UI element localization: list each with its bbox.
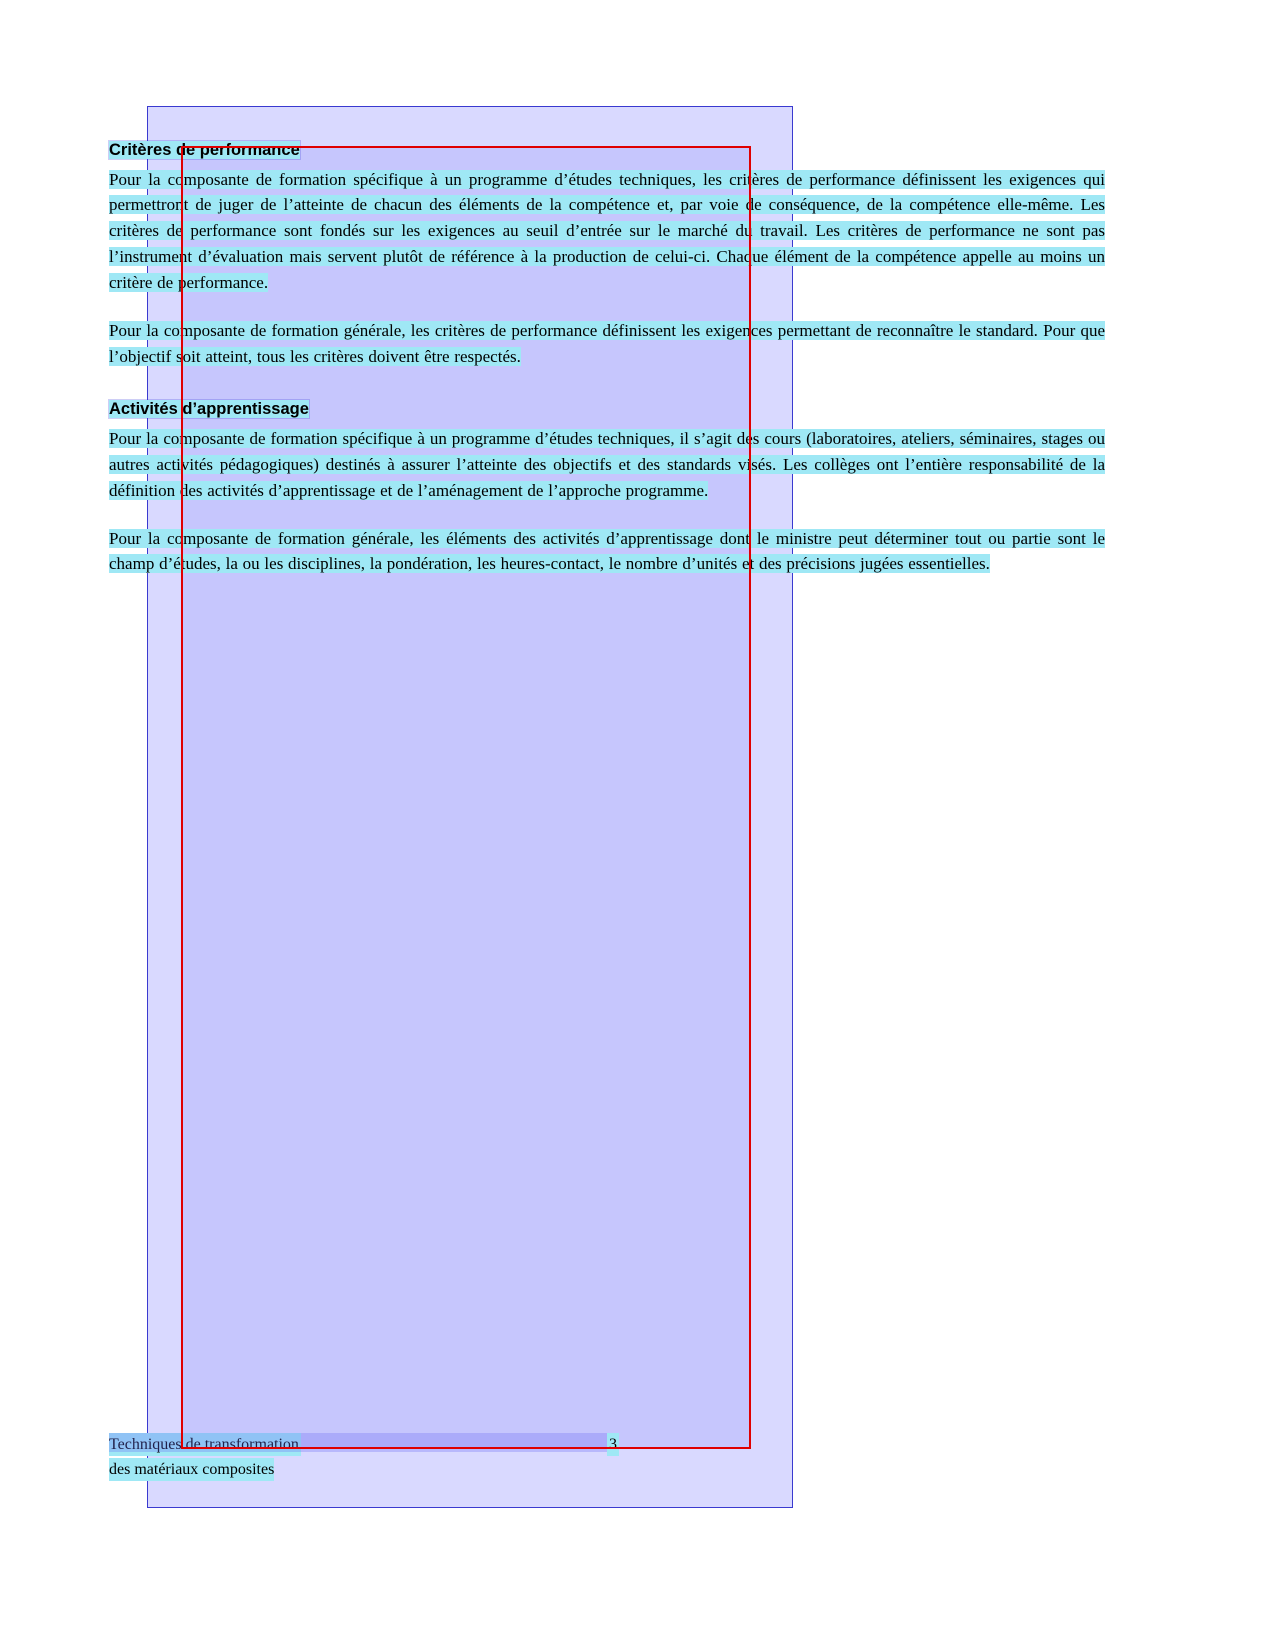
footer-line-2: des matériaux composites (109, 1458, 274, 1481)
paragraph-activites-2 (109, 526, 1105, 578)
paragraph-criteres-1-text: Pour la composante de formation spécifique à un programme d’études techniques, les critères de performance définissent les exigences qui permettront de juger de l’atteinte de chacun des éléments de la compétence et, par voie de conséquence, de la compétence elle-même. Les critères de performance sont fondés sur les exigences au seuil d’entrée sur le marché du travail. Les critères de performance ne sont pas l’instrument d’évaluation mais servent plutôt de référence à la production de celui-ci. Chaque élément de la compétence appelle au moins un critère de performance. (109, 169, 1105, 292)
paragraph-criteres-2 (109, 318, 1105, 370)
section-heading-criteres-text: Critères de performance (109, 141, 300, 159)
page-number: 3 (607, 1433, 619, 1456)
document-body (109, 140, 1105, 599)
paragraph-criteres-2-text: Pour la composante de formation générale, les critères de performance définissent les exigences permettant de reconnaître le standard. Pour que l’objectif soit atteint, tous les critères doivent être respectés. (109, 320, 1105, 366)
section-heading-criteres (109, 140, 1105, 161)
paragraph-activites-1-text: Pour la composante de formation spécifique à un programme d’études techniques, il s’agit des cours (laboratoires, ateliers, séminaires, stages ou autres activités pédagogiques) destinés à assurer l’atteinte des objectifs et des standards visés. Les collèges ont l’entière responsabilité de la définition des activités d’apprentissage et de l’aménagement de l’approche programme. (109, 429, 1105, 500)
paragraph-activites-1 (109, 426, 1105, 503)
section-heading-activites (109, 399, 1105, 420)
footer-selection-band (109, 1433, 619, 1452)
section-heading-activites-text: Activités d’apprentissage (109, 400, 309, 419)
paragraph-activites-2-text: Pour la composante de formation générale, les éléments des activités d’apprentissage dont le ministre peut déterminer tout ou partie sont le champ d’études, la ou les disciplines, la pondération, les heures-contact, le nombre d’unités et des précisions jugées essentielles. (109, 528, 1105, 574)
page-footer (109, 1433, 709, 1481)
paragraph-criteres-1 (109, 167, 1105, 296)
footer-line-1: Techniques de transformation (109, 1433, 301, 1456)
